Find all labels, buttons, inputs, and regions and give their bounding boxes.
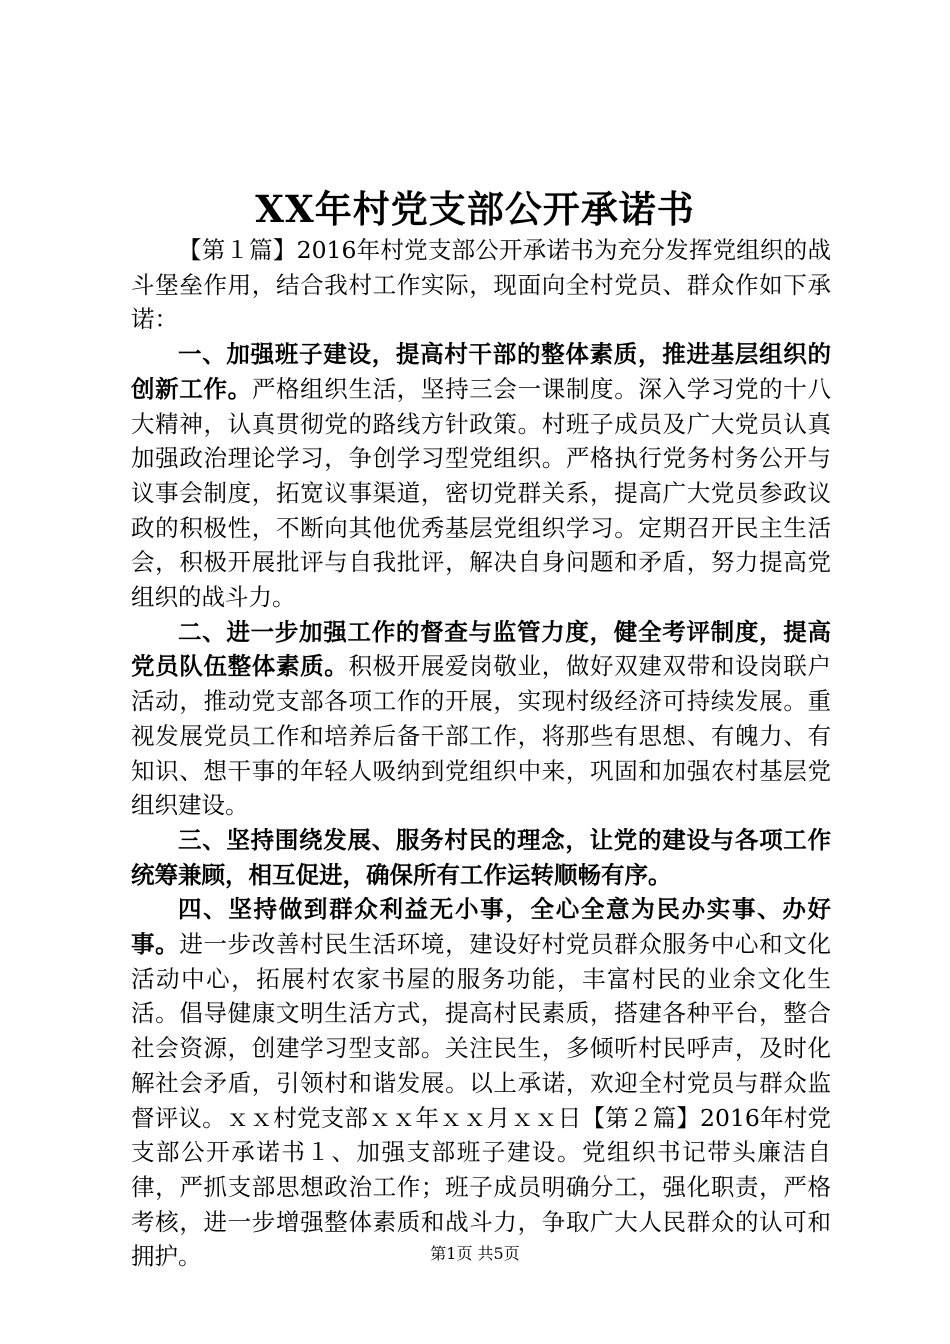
document-title: XX年村党支部公开承诺书 [255, 187, 695, 231]
paragraph-text: 严格组织生活，坚持三会一课制度。深入学习党的十八大精神，认真贯彻党的路线方针政策。村班子成员及广大党员认真加强政治理论学习，争创学习型党组织。严格执行党务村务公开与议事会制度，拓宽议事渠道，密切党群关系，提高广大党员参政议政的积极性，不断向其他优秀基层党组织学习。定期召开民主生活会，积极开展批评与自我批评，解决自身问题和矛盾，努力提高党组织的战斗力。 [131, 374, 832, 612]
paragraph-5 [131, 892, 831, 1274]
document-body [131, 233, 831, 1274]
paragraph-lead: 三、坚持围绕发展、服务村民的理念，让党的建设与各项工作统筹兼顾，相互促进，确保所有工作运转顺畅有序。 [131, 825, 831, 889]
page-footer: 第1页 共5页 [430, 1244, 520, 1263]
paragraph-lead: 一、加强班子建设，提高村干部的整体素质，推进基层组织的创新工作。 [131, 340, 831, 403]
paragraph-text: 进一步改善村民生活环境，建设好村党员群众服务中心和文化活动中心，拓展村农家书屋的服务功能，丰富村民的业余文化生活。倡导健康文明生活方式，提高村民素质，搭建各种平台，整合社会资源，创建学习型支部。关注民生，多倾听村民呼声，及时化解社会矛盾，引领村和谐发展。以上承诺，欢迎全村党员与群众监督评议。ｘｘ村党支部ｘｘ年ｘｘ月ｘｘ日【第２篇】2016年村党支部公开承诺书１、加强支部班子建设。党组织书记带头廉洁自律，严抓支部思想政治工作；班子成员明确分工，强化职责，严格考核，进一步增强整体素质和战斗力，争取广大人民群众的认可和拥护。 [131, 930, 832, 1271]
paragraph-lead: 二、进一步加强工作的督查与监管力度，健全考评制度，提高党员队伍整体素质。 [131, 617, 831, 681]
paragraph-lead: 四、坚持做到群众利益无小事，全心全意为民办实事、办好事。 [131, 895, 831, 959]
paragraph-text: 【第１篇】2016年村党支部公开承诺书为充分发挥党组织的战斗堡垒作用，结合我村工作实际，现面向全村党员、群众作如下承诺： [131, 236, 831, 334]
paragraph-text: 积极开展爱岗敬业，做好双建双带和设岗联户活动，推动党支部各项工作的开展，实现村级经济可持续发展。重视发展党员工作和培养后备干部工作，将那些有思想、有魄力、有知识、想干事的年轻人吸纳到党组织中来，巩固和加强农村基层党组织建设。 [131, 652, 832, 820]
paragraph-3 [131, 615, 831, 823]
paragraph-2 [131, 337, 831, 615]
paragraph-4 [131, 823, 831, 892]
paragraph-1 [131, 233, 831, 337]
